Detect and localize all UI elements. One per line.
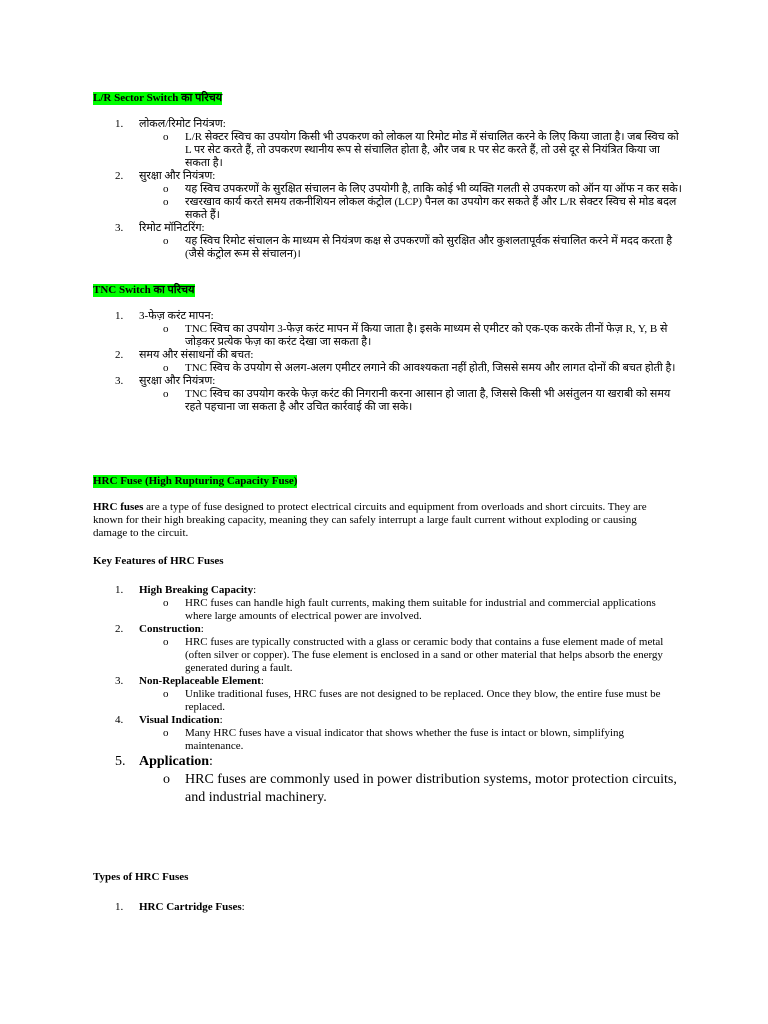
- bullet-item: o TNC स्विच के उपयोग से अलग-अलग एमीटर लगाने की आवश्यकता नहीं होती, जिससे समय और लागत दोनों की बचत होती है।: [163, 362, 676, 374]
- lr-switch-list: [93, 118, 683, 261]
- item-title: लोकल/रिमोट नियंत्रण: [139, 118, 223, 130]
- list-item: 5. Application: o HRC fuses are commonly used in power distribution systems, motor protection circuits, and industrial machinery.: [93, 753, 683, 807]
- features-list: [93, 584, 683, 753]
- types-heading: Types of HRC Fuses: [93, 871, 189, 883]
- hrc-intro-paragraph: HRC fuses are a type of fuse designed to protect electrical circuits and equipment from overloads and short circuits. They are known for their high breaking capacity, meaning they can safely interrupt a large fault current without exploding or causing damage to the circuit.: [93, 501, 647, 539]
- list-item: 1. 3-फेज़ करंट मापन: o TNC स्विच का उपयोग 3-फेज़ करंट मापन में किया जाता है। इसके माध्यम से एमीटर को एक-एक करके तीनों फेज़ R, Y, B से जोड़कर प्रत्येक फेज़ का करंट देखा जा सकता है।: [93, 310, 683, 349]
- section-heading-lr-switch: [93, 88, 222, 106]
- feature-title: High Breaking Capacity: [139, 584, 254, 596]
- feature-title: Application: [139, 754, 210, 769]
- bullet-item: o यह स्विच उपकरणों के सुरक्षित संचालन के लिए उपयोगी है, ताकि कोई भी व्यक्ति गलती से उपकरण को ऑन या ऑफ न कर सके।: [163, 183, 682, 195]
- list-item: 1. High Breaking Capacity: o HRC fuses can handle high fault currents, making them suitable for industrial and commercial applications where large amounts of electrical power are involved.: [93, 584, 683, 623]
- list-item: 2. Construction: o HRC fuses are typically constructed with a glass or ceramic body that contains a fuse element made of metal (often silver or copper). The fuse element is enclosed in a sand or other material that helps absorb the energy generated during a fault.: [93, 623, 683, 675]
- list-item: 4. Visual Indication: o Many HRC fuses have a visual indicator that shows whether the fuse is intact or blown, simplifying maintenance.: [93, 714, 683, 753]
- bullet-item: o HRC fuses can handle high fault currents, making them suitable for industrial and commercial applications where large amounts of electrical power are involved.: [163, 597, 656, 622]
- list-item: 1. लोकल/रिमोट नियंत्रण: o L/R सेक्टर स्विच का उपयोग किसी भी उपकरण को लोकल या रिमोट मोड में संचालित करने के लिए किया जाता है। जब स्विच को L पर सेट करते हैं, तो उपकरण स्थानीय रूप से संचालित होता है, और जब R पर सेट करते हैं, तो उसे दूर से नियंत्रित किया जा सकता है।: [93, 118, 683, 170]
- item-title: सुरक्षा और नियंत्रण: [139, 375, 213, 387]
- bullet-item: o HRC fuses are commonly used in power distribution systems, motor protection circuits, and industrial machinery.: [163, 772, 677, 805]
- bullet-item: o रखरखाव कार्य करते समय तकनीशियन लोकल कंट्रोल (LCP) पैनल का उपयोग कर सकते हैं और L/R सेक्टर स्विच से मोड बदल सकते हैं।: [163, 196, 677, 221]
- feature-title: Non-Replaceable Element: [139, 675, 261, 687]
- highlighted-heading: TNC Switch का परिचय: [93, 284, 195, 296]
- feature-title: Visual Indication: [139, 714, 220, 726]
- list-item: 3. सुरक्षा और नियंत्रण: o TNC स्विच का उपयोग करके फेज़ करंट की निगरानी करना आसान हो जाता है, जिससे किसी भी असंतुलन या खराबी को समय रहते पहचाना जा सकता है और उचित कार्रवाई की जा सके।: [93, 375, 683, 414]
- list-item: 3. Non-Replaceable Element: o Unlike traditional fuses, HRC fuses are not designed to be replaced. Once they blow, the entire fuse must be replaced.: [93, 675, 683, 714]
- list-item: 2. समय और संसाधनों की बचत: o TNC स्विच के उपयोग से अलग-अलग एमीटर लगाने की आवश्यकता नहीं होती, जिससे समय और लागत दोनों की बचत होती है।: [93, 349, 683, 375]
- section-heading-tnc-switch: [93, 280, 195, 298]
- item-title: समय और संसाधनों की बचत: [139, 349, 251, 361]
- highlighted-heading: L/R Sector Switch का परिचय: [93, 92, 223, 104]
- bullet-item: o TNC स्विच का उपयोग 3-फेज़ करंट मापन में किया जाता है। इसके माध्यम से एमीटर को एक-एक करके तीनों फेज़ R, Y, B से जोड़कर प्रत्येक फेज़ का करंट देखा जा सकता है।: [163, 323, 668, 348]
- application-list: [93, 753, 683, 807]
- types-list: [93, 901, 683, 914]
- list-item: 1. HRC Cartridge Fuses:: [115, 901, 245, 913]
- list-item: 2. सुरक्षा और नियंत्रण: o यह स्विच उपकरणों के सुरक्षित संचालन के लिए उपयोगी है, ताकि कोई भी व्यक्ति गलती से उपकरण को ऑन या ऑफ न कर सके। o रखरखाव कार्य करते समय तकनीशियन लोकल कंट्रोल (LCP) पैनल का उपयोग कर सकते हैं और L/R सेक्टर स्विच से मोड बदल सकते हैं।: [115, 170, 682, 221]
- tnc-switch-list: [93, 310, 683, 414]
- bullet-item: o L/R सेक्टर स्विच का उपयोग किसी भी उपकरण को लोकल या रिमोट मोड में संचालित करने के लिए किया जाता है। जब स्विच को L पर सेट करते हैं, तो उपकरण स्थानीय रूप से संचालित होता है, और जब R पर सेट करते हैं, तो उसे दूर से नियंत्रित किया जा सकता है।: [163, 131, 679, 169]
- highlighted-heading: HRC Fuse (High Rupturing Capacity Fuse): [93, 475, 298, 487]
- feature-title: Construction: [139, 623, 201, 635]
- bullet-item: o Unlike traditional fuses, HRC fuses are not designed to be replaced. Once they blow, the entire fuse must be replaced.: [163, 688, 661, 713]
- key-features-heading: Key Features of HRC Fuses: [93, 555, 224, 567]
- item-title: सुरक्षा और नियंत्रण: [139, 170, 213, 182]
- bullet-item: o HRC fuses are typically constructed with a glass or ceramic body that contains a fuse element made of metal (often silver or copper). The fuse element is enclosed in a sand or other material that helps absorb the energy generated during a fault.: [163, 636, 664, 674]
- type-title: HRC Cartridge Fuses: [139, 901, 242, 913]
- list-item: 3. रिमोट मॉनिटरिंग: o यह स्विच रिमोट संचालन के माध्यम से नियंत्रण कक्ष से उपकरणों को सुरक्षित और कुशलतापूर्वक संचालित करने में मदद करता है (जैसे कंट्रोल रूम से संचालन)।: [93, 222, 683, 261]
- bullet-item: o Many HRC fuses have a visual indicator that shows whether the fuse is intact or blown, simplifying maintenance.: [163, 727, 625, 752]
- section-heading-hrc-fuse: [93, 471, 297, 489]
- item-title: 3-फेज़ करंट मापन: [139, 310, 211, 322]
- bullet-item: o यह स्विच रिमोट संचालन के माध्यम से नियंत्रण कक्ष से उपकरणों को सुरक्षित और कुशलतापूर्वक संचालित करने में मदद करता है (जैसे कंट्रोल रूम से संचालन)।: [163, 235, 673, 260]
- item-title: रिमोट मॉनिटरिंग: [139, 222, 202, 234]
- bullet-item: o TNC स्विच का उपयोग करके फेज़ करंट की निगरानी करना आसान हो जाता है, जिससे किसी भी असंतुलन या खराबी को समय रहते पहचाना जा सकता है और उचित कार्रवाई की जा सके।: [163, 388, 671, 413]
